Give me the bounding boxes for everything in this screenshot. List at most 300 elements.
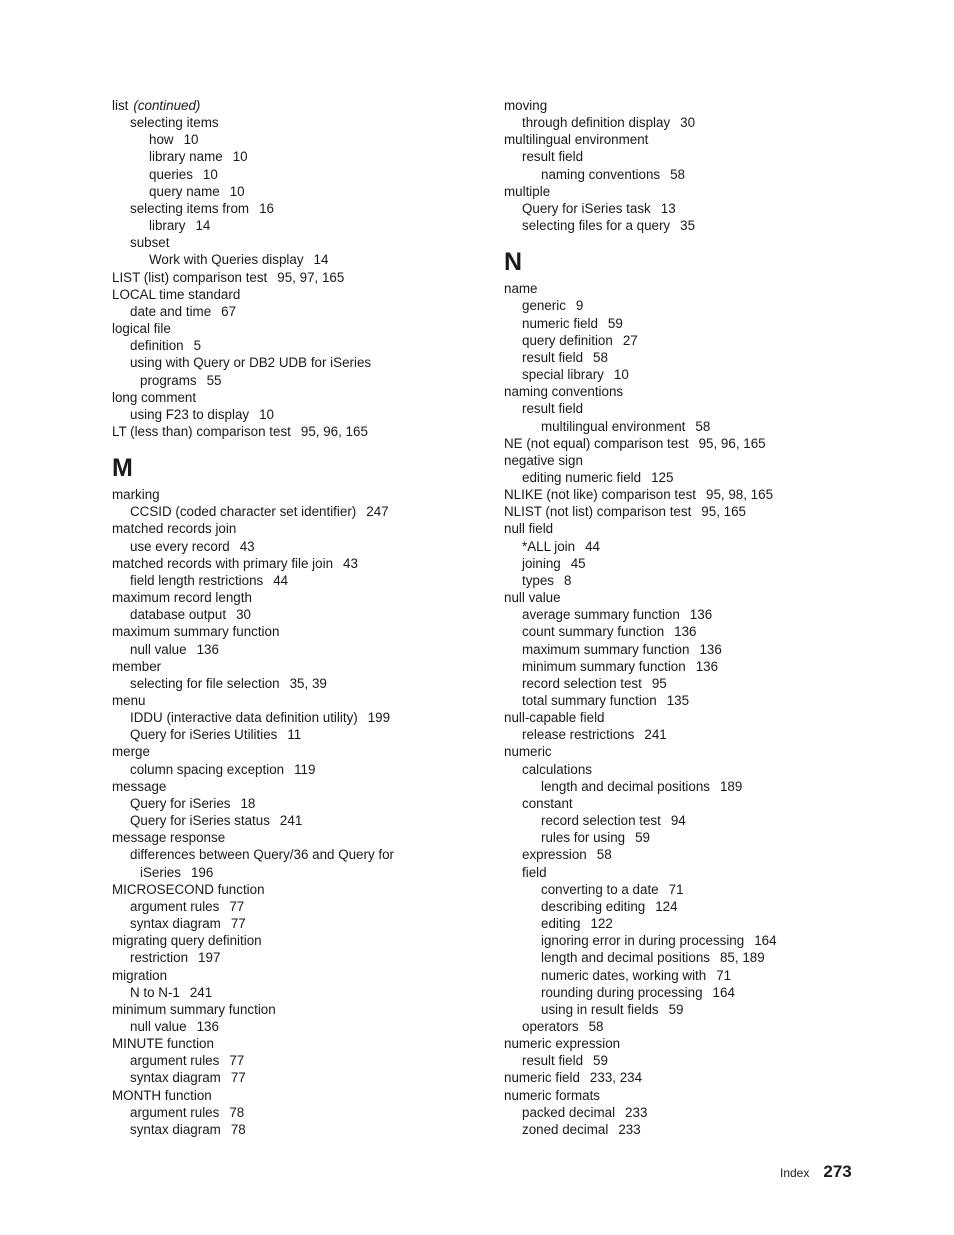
entry-term: LOCAL time standard: [112, 286, 241, 302]
entry-term: release restrictions: [522, 727, 635, 743]
entry-term: multilingual environment: [504, 132, 649, 148]
entry-term: differences between Query/36 and Query for: [130, 847, 395, 863]
index-entry: [504, 435, 864, 452]
entry-term: zoned decimal: [522, 1121, 609, 1137]
page-reference: 10: [202, 166, 218, 182]
index-subentry: [504, 315, 864, 332]
entry-term: NLIST (not list) comparison test: [504, 504, 692, 520]
entry-term: numeric: [504, 744, 552, 760]
index-entry: [112, 881, 472, 898]
entry-term: CCSID (coded character set identifier): [130, 504, 357, 520]
entry-term: generic: [522, 298, 566, 314]
index-entry: [112, 1035, 472, 1052]
page-reference: 233, 234: [589, 1070, 643, 1086]
index-subentry: [504, 623, 864, 640]
entry-term: numeric formats: [504, 1087, 600, 1103]
entry-term: numeric field: [504, 1070, 580, 1086]
page-reference: 199: [367, 710, 391, 726]
entry-term: column spacing exception: [130, 761, 285, 777]
entry-term: Work with Queries display: [149, 252, 304, 268]
page-reference: 241: [644, 727, 667, 743]
index-subentry: [112, 303, 472, 320]
index-subentry: [504, 932, 864, 949]
page-reference: 95, 97, 165: [277, 269, 345, 285]
entry-term: *ALL join: [522, 538, 576, 554]
index-subentry: [504, 297, 864, 314]
continued-note: (continued): [133, 98, 201, 113]
footer-label: Index: [780, 1166, 810, 1180]
index-entry: [112, 778, 472, 795]
page-reference: 44: [273, 572, 289, 588]
entry-term: special library: [522, 367, 604, 383]
index-entry: [112, 623, 472, 640]
page-reference: 78: [229, 1104, 245, 1120]
entry-term: programs: [140, 372, 197, 388]
index-entry: [504, 131, 864, 148]
entry-term: types: [522, 572, 555, 588]
entry-term: syntax diagram: [130, 1070, 221, 1086]
index-subentry: [112, 166, 472, 183]
page-reference: 18: [240, 795, 256, 811]
index-entry: [112, 555, 472, 572]
page-reference: 77: [229, 1053, 245, 1069]
entry-term: joining: [522, 555, 561, 571]
index-subentry: [504, 114, 864, 131]
index-entry: [504, 520, 864, 537]
entry-term: maximum summary function: [522, 641, 690, 657]
index-subentry: [504, 1018, 864, 1035]
entry-term: message response: [112, 830, 226, 846]
entry-term: queries: [149, 166, 193, 182]
page-reference: 233: [618, 1121, 641, 1137]
entry-term: through definition display: [522, 115, 671, 131]
entry-term: operators: [522, 1018, 579, 1034]
index-subentry: [112, 726, 472, 743]
index-subentry: [504, 1121, 864, 1138]
entry-term: library name: [149, 149, 223, 165]
entry-term: argument rules: [130, 1053, 220, 1069]
page-reference: 95, 98, 165: [706, 487, 774, 503]
index-entry-continuation: [112, 864, 472, 881]
index-subentry: [112, 503, 472, 520]
page-reference: 124: [655, 898, 678, 914]
index-subentry: [504, 692, 864, 709]
entry-term: syntax diagram: [130, 916, 221, 932]
entry-term: result field: [522, 149, 584, 165]
index-subentry: [112, 606, 472, 623]
section-letter-heading: N: [504, 248, 523, 277]
entry-term: migration: [112, 967, 168, 983]
page-reference: 59: [593, 1053, 608, 1069]
page-reference: 67: [221, 303, 237, 319]
index-entry: [112, 269, 472, 286]
entry-term: long comment: [112, 389, 197, 405]
entry-term: naming conventions: [541, 166, 661, 182]
index-entry: [112, 743, 472, 760]
entry-term: null value: [130, 1018, 187, 1034]
page-reference: 43: [343, 555, 358, 571]
entry-term: using in result fields: [541, 1001, 659, 1017]
index-subentry: [112, 898, 472, 915]
index-subentry: [112, 251, 472, 268]
index-subentry: [112, 812, 472, 829]
entry-term: null-capable field: [504, 710, 605, 726]
entry-term: N to N-1: [130, 984, 180, 1000]
entry-term: numeric field: [522, 315, 598, 331]
index-subentry: [112, 148, 472, 165]
page-reference: 196: [190, 864, 214, 880]
page-reference: 58: [695, 418, 711, 434]
entry-term: matched records with primary file join: [112, 555, 334, 571]
entry-term: average summary function: [522, 607, 680, 623]
entry-term: rounding during processing: [541, 984, 703, 1000]
page-reference: 71: [716, 967, 732, 983]
index-subentry: [112, 354, 472, 371]
page-reference: 95, 96, 165: [300, 423, 368, 439]
entry-term: menu: [112, 693, 146, 708]
entry-term: logical file: [112, 321, 171, 337]
index-subentry: [504, 349, 864, 366]
index-subentry: [504, 967, 864, 984]
entry-term: maximum summary function: [112, 624, 280, 640]
index-entry: [112, 389, 472, 406]
index-subentry: [504, 572, 864, 589]
page-footer: [780, 1161, 860, 1184]
page-reference: 10: [229, 183, 245, 199]
index-entry: [504, 1087, 864, 1104]
page-reference: 119: [294, 761, 316, 777]
index-subentry: [504, 881, 864, 898]
index-subentry: [504, 658, 864, 675]
page-reference: 30: [236, 607, 251, 623]
page-reference: 125: [651, 469, 674, 485]
entry-term: syntax diagram: [130, 1121, 221, 1137]
index-entry: [504, 503, 864, 520]
index-entry: [112, 423, 472, 440]
page-reference: 58: [596, 847, 612, 863]
page-reference: 44: [585, 538, 601, 554]
page-reference: 43: [239, 538, 255, 554]
entry-term: expression: [522, 847, 587, 863]
entry-term: restriction: [130, 950, 189, 966]
page-reference: 71: [668, 881, 684, 897]
index-subentry: [112, 949, 472, 966]
page-reference: 14: [313, 252, 329, 268]
index-subentry: [112, 538, 472, 555]
entry-term: minimum summary function: [112, 1001, 276, 1017]
entry-term: selecting items: [130, 115, 219, 131]
page-reference: 59: [635, 830, 651, 846]
index-subentry: [504, 761, 864, 778]
page-reference: 8: [564, 572, 572, 588]
index-entry: [504, 709, 864, 726]
index-subentry: [504, 1104, 864, 1121]
index-entry: [504, 486, 864, 503]
index-entry: [112, 692, 472, 709]
page-reference: 77: [230, 1070, 246, 1086]
entry-term: rules for using: [541, 830, 626, 846]
entry-term: numeric dates, working with: [541, 967, 707, 983]
entry-term: using with Query or DB2 UDB for iSeries: [130, 355, 372, 371]
index-subentry: [112, 1121, 472, 1138]
page-reference: 59: [668, 1001, 684, 1017]
entry-term: Query for iSeries status: [130, 813, 270, 829]
index-subentry: [504, 418, 864, 435]
index-subentry: [504, 675, 864, 692]
entry-term: list: [112, 98, 129, 113]
index-subentry: [112, 846, 472, 863]
index-subentry: [112, 795, 472, 812]
page-reference: 45: [570, 555, 586, 571]
entry-term: field length restrictions: [130, 572, 264, 588]
entry-term: subset: [130, 235, 170, 251]
index-subentry: [112, 131, 472, 148]
index-subentry: [504, 846, 864, 863]
entry-term: iSeries: [140, 864, 181, 880]
index-subentry: [504, 555, 864, 572]
index-subentry: [504, 606, 864, 623]
entry-term: length and decimal positions: [541, 950, 710, 966]
index-subentry: [504, 949, 864, 966]
entry-term: migrating query definition: [112, 933, 262, 949]
entry-term: result field: [522, 349, 584, 365]
page-reference: 241: [189, 984, 213, 1000]
page-reference: 135: [666, 693, 690, 708]
page-reference: 27: [622, 332, 638, 348]
entry-term: maximum record length: [112, 590, 252, 606]
index-subentry: [112, 984, 472, 1001]
entry-term: MINUTE function: [112, 1036, 214, 1052]
index-subentry: [504, 200, 864, 217]
entry-term: negative sign: [504, 452, 583, 468]
index-subentry: [504, 726, 864, 743]
index-entry: [112, 658, 472, 675]
entry-term: total summary function: [522, 693, 657, 708]
index-subentry: [504, 984, 864, 1001]
entry-term: count summary function: [522, 624, 665, 640]
entry-term: record selection test: [541, 813, 661, 829]
page-reference: 30: [680, 115, 696, 131]
entry-term: converting to a date: [541, 881, 659, 897]
page-reference: 16: [259, 200, 274, 216]
index-subentry: [504, 829, 864, 846]
index-subentry: [504, 795, 864, 812]
index-entry: [112, 520, 472, 537]
page-number: 273: [823, 1162, 852, 1181]
index-entry: [112, 1001, 472, 1018]
entry-term: moving: [504, 98, 548, 113]
entry-term: null value: [504, 590, 561, 606]
index-entry: [504, 97, 864, 114]
index-subentry: [504, 469, 864, 486]
index-subentry: [112, 572, 472, 589]
page-reference: 59: [607, 315, 623, 331]
index-subentry: [112, 1018, 472, 1035]
entry-term: name: [504, 281, 538, 297]
entry-term: null field: [504, 521, 554, 537]
entry-term: minimum summary function: [522, 658, 686, 674]
entry-term: selecting items from: [130, 200, 250, 216]
index-entry: [504, 1069, 864, 1086]
index-subentry: [504, 148, 864, 165]
entry-term: LIST (list) comparison test: [112, 269, 268, 285]
entry-term: multiple: [504, 183, 551, 199]
entry-term: length and decimal positions: [541, 778, 710, 794]
page-reference: 77: [229, 898, 245, 914]
entry-term: selecting for file selection: [130, 675, 280, 691]
index-subentry: [112, 217, 472, 234]
page-reference: 55: [206, 372, 222, 388]
index-subentry: [504, 1052, 864, 1069]
index-subentry: [112, 915, 472, 932]
index-entry: [504, 743, 864, 760]
page-reference: 58: [593, 349, 608, 365]
entry-term: Query for iSeries: [130, 795, 231, 811]
entry-term: date and time: [130, 303, 212, 319]
entry-term: NE (not equal) comparison test: [504, 435, 689, 451]
page-reference: 122: [590, 916, 613, 932]
index-entry-continuation: [112, 372, 472, 389]
entry-term: matched records join: [112, 521, 237, 537]
entry-term: query definition: [522, 332, 613, 348]
page-reference: 136: [674, 624, 697, 640]
entry-term: LT (less than) comparison test: [112, 423, 291, 439]
index-subentry: [112, 114, 472, 131]
page-reference: 136: [196, 641, 219, 657]
index-entry: [112, 589, 472, 606]
index-subentry: [504, 400, 864, 417]
entry-term: constant: [522, 795, 573, 811]
entry-term: editing numeric field: [522, 469, 642, 485]
index-subentry: [504, 812, 864, 829]
page-reference: 247: [366, 504, 389, 520]
page-reference: 85, 189: [719, 950, 765, 966]
index-subentry: [504, 778, 864, 795]
page-reference: 14: [195, 218, 211, 234]
index-subentry: [112, 406, 472, 423]
entry-term: record selection test: [522, 675, 642, 691]
index-subentry: [504, 898, 864, 915]
page-reference: 136: [695, 658, 719, 674]
page-reference: 10: [259, 406, 275, 422]
index-column-left: [112, 97, 472, 1138]
entry-term: naming conventions: [504, 384, 624, 400]
page-reference: 136: [699, 641, 722, 657]
page-reference: 95, 96, 165: [698, 435, 766, 451]
page-reference: 5: [193, 338, 202, 354]
entry-term: query name: [149, 183, 220, 199]
entry-term: library: [149, 218, 186, 234]
entry-term: describing editing: [541, 898, 646, 914]
page-reference: 95: [651, 675, 667, 691]
entry-term: how: [149, 132, 174, 148]
index-subentry: [504, 366, 864, 383]
entry-term: argument rules: [130, 1104, 220, 1120]
index-entry: [112, 286, 472, 303]
index-subentry: [112, 1069, 472, 1086]
entry-term: argument rules: [130, 898, 220, 914]
index-subentry: [112, 200, 472, 217]
entry-term: result field: [522, 1053, 584, 1069]
index-entry: [112, 1087, 472, 1104]
entry-term: MICROSECOND function: [112, 881, 265, 897]
index-entry: [112, 320, 472, 337]
page-reference: 11: [287, 727, 302, 743]
index-subentry: [112, 709, 472, 726]
index-entry: [504, 280, 864, 297]
page-reference: 95, 165: [701, 504, 746, 520]
page-reference: 233: [625, 1104, 648, 1120]
entry-term: definition: [130, 338, 184, 354]
page-reference: 35, 39: [289, 675, 327, 691]
index-subentry: [504, 1001, 864, 1018]
index-subentry: [504, 217, 864, 234]
page-reference: 9: [575, 298, 584, 314]
page-reference: 197: [198, 950, 221, 966]
page-reference: 136: [196, 1018, 219, 1034]
entry-term: member: [112, 658, 162, 674]
page-reference: 10: [183, 132, 199, 148]
page-reference: 58: [588, 1018, 604, 1034]
index-entry: [504, 452, 864, 469]
entry-term: field: [522, 864, 547, 880]
index-subentry: [112, 761, 472, 778]
index-subentry: [112, 1104, 472, 1121]
page-reference: 10: [613, 367, 629, 383]
index-subentry: [504, 864, 864, 881]
index-subentry: [504, 538, 864, 555]
entry-term: using F23 to display: [130, 406, 250, 422]
index-entry: [504, 589, 864, 606]
page-reference: 189: [719, 778, 743, 794]
entry-term: message: [112, 778, 167, 794]
entry-term: null value: [130, 641, 187, 657]
index-entry: [112, 967, 472, 984]
page-reference: 164: [712, 984, 735, 1000]
index-subentry: [112, 337, 472, 354]
index-entry: [504, 1035, 864, 1052]
entry-term: marking: [112, 487, 160, 503]
index-subentry: [112, 641, 472, 658]
index-subentry: [504, 641, 864, 658]
index-subentry: [112, 234, 472, 251]
page-reference: 241: [279, 813, 303, 829]
entry-term: numeric expression: [504, 1036, 621, 1052]
entry-term: NLIKE (not like) comparison test: [504, 487, 697, 503]
page-reference: 35: [680, 218, 696, 234]
page-reference: 10: [232, 149, 248, 165]
entry-term: MONTH function: [112, 1087, 212, 1103]
entry-term: database output: [130, 607, 227, 623]
index-entry: [504, 183, 864, 200]
page-reference: 77: [230, 916, 246, 932]
index-entry: [112, 486, 472, 503]
entry-term: use every record: [130, 538, 230, 554]
page-reference: 78: [230, 1121, 246, 1137]
index-subentry: [504, 915, 864, 932]
entry-term: editing: [541, 916, 581, 932]
index-subentry: [504, 332, 864, 349]
entry-term: result field: [522, 401, 584, 417]
index-column-right: [504, 97, 864, 1138]
index-subentry: [504, 166, 864, 183]
index-subentry: [112, 675, 472, 692]
page-reference: 164: [754, 933, 777, 949]
page-reference: 58: [670, 166, 686, 182]
entry-term: Query for iSeries Utilities: [130, 727, 278, 743]
index-subentry: [112, 1052, 472, 1069]
index-entry: [112, 829, 472, 846]
